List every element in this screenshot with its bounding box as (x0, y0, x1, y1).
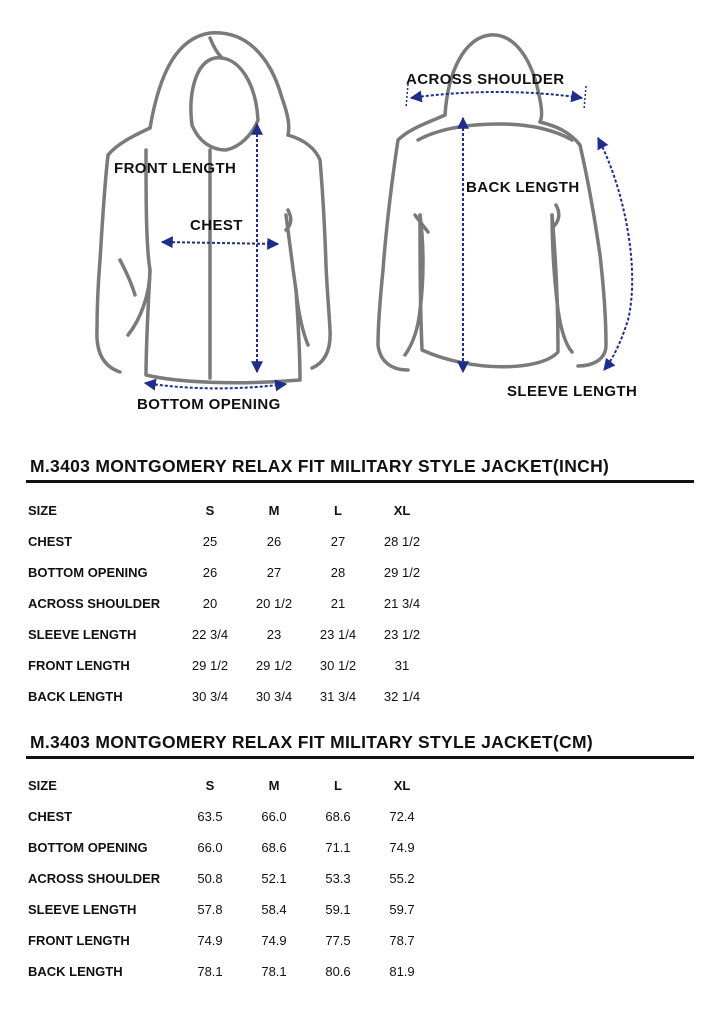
table-cell: 29 1/2 (255, 658, 293, 673)
row-label: SLEEVE LENGTH (28, 902, 137, 917)
table-cell: 21 3/4 (383, 596, 421, 611)
table-cell: 66.0 (197, 840, 223, 855)
table-cell: 28 (330, 565, 346, 580)
table-cell: 50.8 (197, 871, 223, 886)
header-cell: XL (393, 778, 411, 793)
row-label: CHEST (28, 534, 73, 549)
header-cell: M (268, 503, 280, 518)
table-row (28, 801, 434, 832)
row-label: FRONT LENGTH (28, 933, 130, 948)
table-row (28, 925, 434, 956)
inch-size-table (28, 495, 434, 712)
table-cell: 77.5 (325, 933, 351, 948)
table-cell: 78.1 (261, 964, 287, 979)
table-cell: 58.4 (261, 902, 287, 917)
table-cell: 31 3/4 (319, 689, 357, 704)
table-cell: 74.9 (261, 933, 287, 948)
table-row (28, 619, 434, 650)
front-jacket-sketch (97, 33, 330, 383)
row-label: BACK LENGTH (28, 964, 123, 979)
table-row (28, 956, 434, 987)
table-row (28, 650, 434, 681)
table-cell: 29 1/2 (191, 658, 229, 673)
table-cell: 26 (266, 534, 282, 549)
header-cell: L (334, 503, 342, 518)
table-cell: 59.7 (389, 902, 415, 917)
table-cell: 23 (266, 627, 282, 642)
header-cell: S (205, 503, 215, 518)
table-cell: 23 1/4 (319, 627, 357, 642)
inch-title-divider (26, 480, 694, 483)
table-cell: 30 1/2 (319, 658, 357, 673)
table-cell: 55.2 (389, 871, 415, 886)
row-label: ACROSS SHOULDER (28, 596, 161, 611)
cm-title-divider (26, 756, 694, 759)
table-cell: 23 1/2 (383, 627, 421, 642)
jacket-measurement-diagram (0, 0, 723, 430)
sleeve-length-label: SLEEVE LENGTH (507, 383, 638, 400)
chest-arrow (162, 242, 278, 244)
header-cell: SIZE (28, 503, 57, 518)
front-length-label: FRONT LENGTH (114, 160, 237, 177)
table-cell: 30 3/4 (255, 689, 293, 704)
bottom-opening-label: BOTTOM OPENING (137, 396, 281, 413)
header-cell: XL (393, 503, 411, 518)
cm-size-table (28, 770, 434, 987)
table-header-row (28, 495, 434, 526)
sleeve-length-arrow (598, 138, 632, 370)
table-cell: 74.9 (389, 840, 415, 855)
table-cell: 59.1 (325, 902, 351, 917)
table-cell: 63.5 (197, 809, 223, 824)
table-cell: 53.3 (325, 871, 351, 886)
table-cell: 52.1 (261, 871, 287, 886)
back-length-label: BACK LENGTH (466, 179, 580, 196)
table-cell: 74.9 (197, 933, 223, 948)
cm-table-title: M.3403 MONTGOMERY RELAX FIT MILITARY STYLE JACKET(CM) (30, 732, 593, 752)
row-label: FRONT LENGTH (28, 658, 130, 673)
table-cell: 78.1 (197, 964, 223, 979)
table-cell: 66.0 (261, 809, 287, 824)
header-cell: M (268, 778, 280, 793)
row-label: BACK LENGTH (28, 689, 123, 704)
table-cell: 22 3/4 (191, 627, 229, 642)
header-cell: L (334, 778, 342, 793)
table-cell: 20 (202, 596, 218, 611)
table-cell: 20 1/2 (255, 596, 293, 611)
table-cell: 21 (330, 596, 346, 611)
table-cell: 32 1/4 (383, 689, 421, 704)
table-header-row (28, 770, 434, 801)
table-cell: 81.9 (389, 964, 415, 979)
header-cell: SIZE (28, 778, 57, 793)
jacket-sketches (0, 0, 723, 430)
table-row (28, 681, 434, 712)
table-cell: 72.4 (389, 809, 415, 824)
table-row (28, 588, 434, 619)
row-label: CHEST (28, 809, 73, 824)
row-label: ACROSS SHOULDER (28, 871, 161, 886)
table-row (28, 526, 434, 557)
table-cell: 28 1/2 (383, 534, 421, 549)
table-cell: 30 3/4 (191, 689, 229, 704)
table-cell: 27 (266, 565, 282, 580)
table-cell: 71.1 (325, 840, 351, 855)
table-cell: 78.7 (389, 933, 415, 948)
inch-table-title: M.3403 MONTGOMERY RELAX FIT MILITARY STYLE JACKET(INCH) (30, 456, 610, 476)
table-cell: 27 (330, 534, 346, 549)
table-cell: 68.6 (261, 840, 287, 855)
table-row (28, 557, 434, 588)
table-cell: 68.6 (325, 809, 351, 824)
row-label: BOTTOM OPENING (28, 840, 148, 855)
table-row (28, 863, 434, 894)
table-row (28, 832, 434, 863)
across-shoulder-arrow (411, 92, 582, 98)
header-cell: S (205, 778, 215, 793)
table-row (28, 894, 434, 925)
table-cell: 31 (394, 658, 410, 673)
table-cell: 26 (202, 565, 218, 580)
row-label: SLEEVE LENGTH (28, 627, 137, 642)
table-cell: 29 1/2 (383, 565, 421, 580)
table-cell: 25 (202, 534, 218, 549)
table-cell: 80.6 (325, 964, 351, 979)
table-cell: 57.8 (197, 902, 223, 917)
across-shoulder-label: ACROSS SHOULDER (406, 71, 565, 88)
chest-label: CHEST (190, 217, 243, 234)
row-label: BOTTOM OPENING (28, 565, 148, 580)
